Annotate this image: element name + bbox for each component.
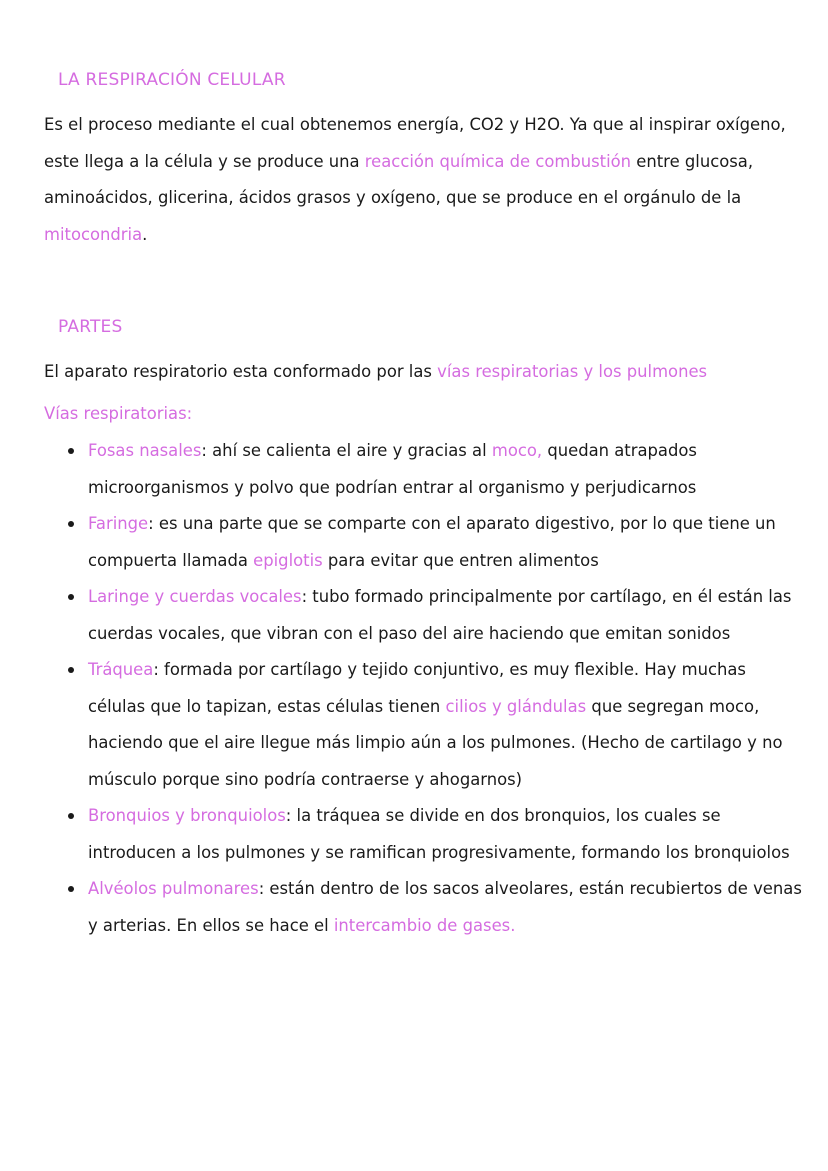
list-item-term: Laringe y cuerdas vocales [88, 587, 302, 606]
partes-paragraph [44, 354, 814, 391]
list-item-bronquios [88, 798, 808, 871]
section-title-partes: PARTES [58, 317, 123, 337]
intro-text-3: . [142, 224, 148, 244]
vias-respiratorias-list [88, 433, 808, 944]
intro-paragraph [44, 107, 814, 253]
vias-respiratorias-subheading: Vías respiratorias: [44, 404, 193, 423]
list-item-traquea [88, 652, 808, 798]
list-item-text-2: que segregan moco, haciendo que el aire llegue más limpio aún a los pulmones. (Hecho de cartilago y no músculo porque sino podría contraerse y ahogarnos) [88, 696, 783, 789]
list-item-text: : ahí se calienta el aire y gracias al [201, 441, 492, 460]
list-item-term: Faringe [88, 514, 149, 533]
intro-text-2: entre glucosa, aminoácidos, glicerina, ácidos grasos y oxígeno, que se produce en el orgánulo de la [44, 151, 754, 207]
list-item-fosas-nasales [88, 433, 808, 506]
list-item-text-2: para evitar que entren alimentos [322, 550, 599, 570]
bullet-icon [68, 886, 74, 892]
list-item-term: Tráquea [88, 660, 154, 679]
list-item-text-2: quedan atrapados microorganismos y polvo que podrían entrar al organismo y perjudicarnos [88, 441, 697, 497]
list-item-term: Bronquios y bronquiolos [88, 806, 286, 825]
list-item-text: : tubo formado principalmente por cartílago, en él están las cuerdas vocales, que vibran con el paso del aire haciendo que emitan sonidos [88, 587, 792, 643]
list-item-highlight: epiglotis [253, 550, 323, 570]
partes-text-1: El aparato respiratorio esta conformado por las [44, 362, 438, 381]
list-item-faringe [88, 506, 808, 579]
list-item-term: Fosas nasales [88, 441, 202, 460]
list-item-term: Alvéolos pulmonares [88, 879, 259, 898]
intro-text-1: Es el proceso mediante el cual obtenemos energía, CO2 y H2O. Ya que al inspirar oxígeno, este llega a la célula y se produce una [44, 115, 786, 171]
list-item-text: : están dentro de los sacos alveolares, están recubiertos de venas y arterias. En ellos se hace el [88, 879, 802, 935]
intro-highlight-mitocondria: mitocondria [44, 224, 143, 244]
list-item-text: : formada por cartílago y tejido conjuntivo, es muy flexible. Hay muchas células que lo tapizan, estas células tienen [88, 660, 746, 716]
bullet-icon [68, 667, 74, 673]
bullet-icon [68, 521, 74, 527]
list-item-highlight: intercambio de gases. [333, 915, 516, 935]
bullet-icon [68, 448, 74, 454]
intro-highlight-combustion: reacción química de combustión [364, 151, 632, 171]
list-item-text: : la tráquea se divide en dos bronquios, los cuales se introducen a los pulmones y se ramifican progresivamente, formando los bronquiolos [88, 806, 790, 862]
list-item-alveolos [88, 871, 808, 944]
bullet-icon [68, 594, 74, 600]
list-item-highlight: moco, [491, 441, 543, 460]
list-item-text: : es una parte que se comparte con el aparato digestivo, por lo que tiene un compuerta llamada [88, 514, 776, 570]
bullet-icon [68, 813, 74, 819]
list-item-highlight: cilios y glándulas [445, 696, 587, 716]
list-item-laringe [88, 579, 808, 652]
section-title-respiracion: LA RESPIRACIÓN CELULAR [58, 70, 286, 90]
partes-highlight-vias: vías respiratorias y los pulmones [437, 362, 708, 381]
